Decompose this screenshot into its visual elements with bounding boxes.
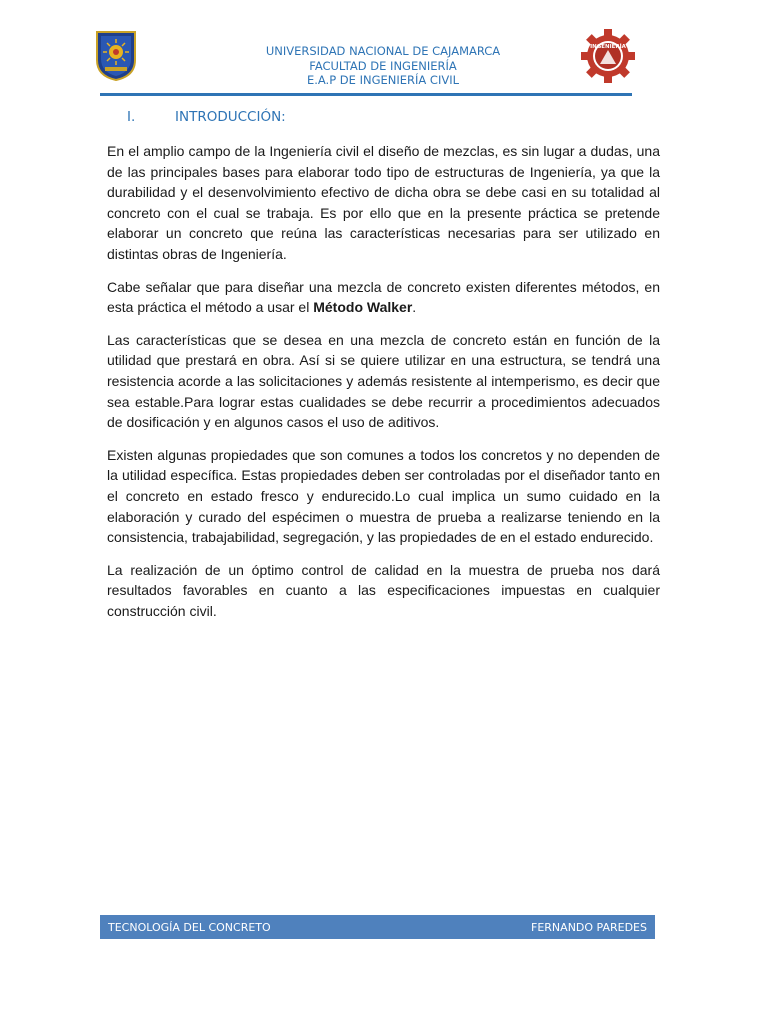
school-name: E.A.P DE INGENIERÍA CIVIL — [306, 73, 460, 87]
section-number: I. — [127, 109, 136, 125]
paragraph-2-text: Cabe señalar que para diseñar una mezcla de concreto existen diferentes métodos, en esta práctica el método a usar el — [107, 278, 660, 316]
footer-course: TECNOLOGÍA DEL CONCRETO — [108, 920, 271, 934]
engineering-gear-emblem-icon — [580, 28, 636, 84]
emblem-label: INGENIERÍA — [590, 44, 626, 50]
faculty-name: FACULTAD DE INGENIERÍA — [309, 58, 457, 73]
paragraph-1: En el amplio campo de la Ingeniería civil el diseño de mezclas, es sin lugar a dudas, una de las principales bases para elaborar todo tipo de estructuras de Ingeniería, ya que la durabilidad y el desenvolvimiento efectivo de dicha obra se debe casi en su totalidad al concreto con el cual se trabaja. Es por ello que en la presente práctica se pretende elaborar un concreto que reúna las características necesarias para ser utilizado en distintas obras de Ingeniería. — [107, 143, 660, 262]
paragraph-2 — [107, 277, 660, 318]
paragraph-2-end: . — [412, 299, 417, 316]
footer-author: FERNANDO PAREDES — [531, 920, 647, 934]
paragraph-4: Existen algunas propiedades que son comunes a todos los concretos y no dependen de la utilidad específica. Estas propiedades deben ser controladas por el diseñador tanto en el concreto en estado fresco y endurecido.Lo cual implica un sumo cuidado en la elaboración y curado del espécimen o muestra de prueba a realizarse teniendo en la consistencia, trabajabilidad, segregación, y las propiedades de en el estado endurecido. — [107, 446, 660, 546]
university-crest-icon — [95, 30, 137, 82]
header-divider — [100, 93, 632, 96]
body-text — [107, 141, 660, 633]
footer-bar — [100, 915, 655, 939]
method-name: Método Walker — [313, 299, 413, 316]
paragraph-5: La realización de un óptimo control de calidad en la muestra de prueba nos dará resultados favorables en cuanto a las especificaciones impuestas en cualquier construcción civil. — [107, 561, 660, 619]
header-titles — [170, 44, 596, 88]
section-heading — [127, 109, 286, 125]
university-name: UNIVERSIDAD NACIONAL DE CAJAMARCA — [265, 44, 501, 58]
paragraph-3: Las características que se desea en una mezcla de concreto están en función de la utilidad que prestará en obra. Así si se quiere utilizar en una estructura, se tendrá una resistencia acorde a las solicitaciones y además resistente al intemperismo, es decir que sea estable.Para lograr estas cualidades se debe recurrir a procedimientos adecuados de dosificación y en algunos casos el uso de aditivos. — [107, 331, 660, 431]
section-title: INTRODUCCIÓN: — [175, 109, 286, 125]
